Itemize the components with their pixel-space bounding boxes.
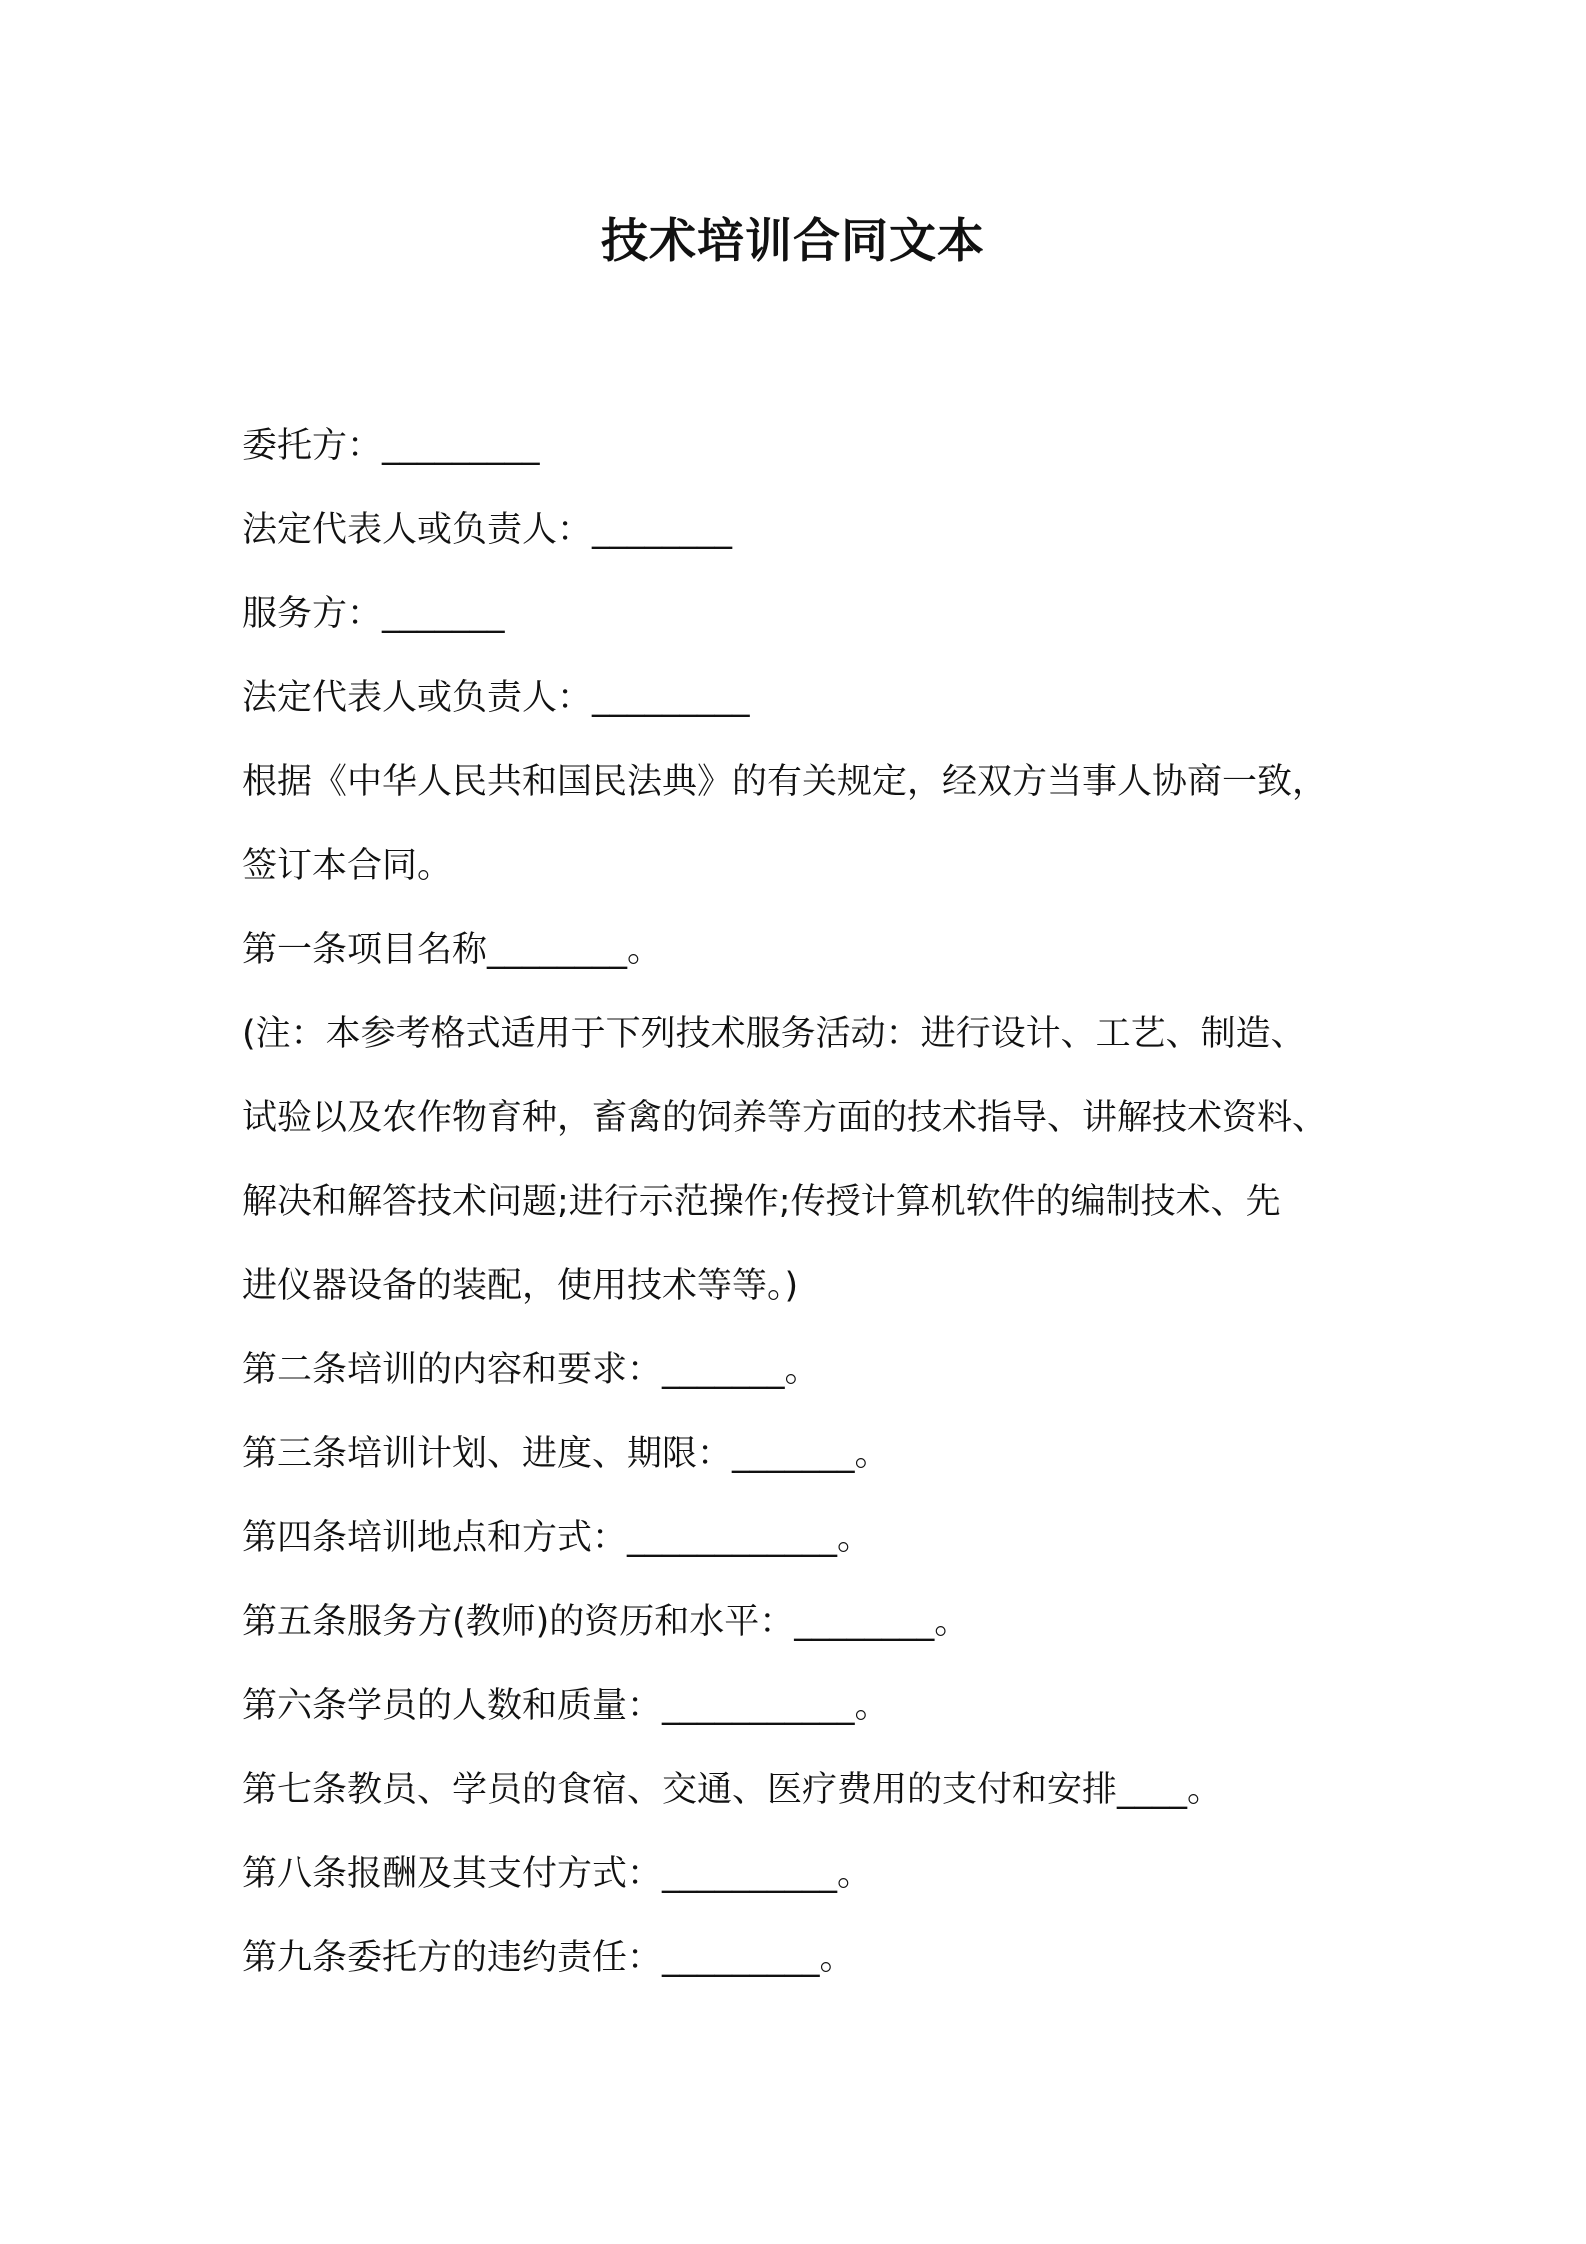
document-body xyxy=(242,404,1372,2000)
note-line-2: 试验以及农作物育种，畜禽的饲养等方面的技术指导、讲解技术资料、 xyxy=(242,1098,1328,1138)
note-line-4: 进仪器设备的装配，使用技术等等。) xyxy=(242,1266,799,1306)
provider-representative-line: 法定代表人或负责人：_________ xyxy=(242,678,750,718)
article-9: 第九条委托方的违约责任：_________。 xyxy=(242,1938,855,1978)
preamble-line-1: 根据《中华人民共和国民法典》的有关规定，经双方当事人协商一致， xyxy=(242,762,1328,802)
preamble-line-2: 签订本合同。 xyxy=(242,846,453,886)
note-line-1: (注：本参考格式适用于下列技术服务活动：进行设计、工艺、制造、 xyxy=(242,1014,1306,1054)
client-line: 委托方：_________ xyxy=(242,426,540,466)
article-6: 第六条学员的人数和质量：___________。 xyxy=(242,1686,890,1726)
article-1: 第一条项目名称________。 xyxy=(242,930,663,970)
article-3: 第三条培训计划、进度、期限：_______。 xyxy=(242,1434,890,1474)
article-4: 第四条培训地点和方式：____________。 xyxy=(242,1518,873,1558)
article-7: 第七条教员、学员的食宿、交通、医疗费用的支付和安排____。 xyxy=(242,1770,1223,1810)
provider-line: 服务方：_______ xyxy=(242,594,505,634)
article-5: 第五条服务方(教师)的资历和水平：________。 xyxy=(242,1602,970,1642)
client-representative-line: 法定代表人或负责人：________ xyxy=(242,510,733,550)
article-8: 第八条报酬及其支付方式：__________。 xyxy=(242,1854,873,1894)
document-title: 技术培训合同文本 xyxy=(601,214,985,269)
article-2: 第二条培训的内容和要求：_______。 xyxy=(242,1350,820,1390)
note-line-3: 解决和解答技术问题;进行示范操作;传授计算机软件的编制技术、先 xyxy=(242,1182,1281,1222)
